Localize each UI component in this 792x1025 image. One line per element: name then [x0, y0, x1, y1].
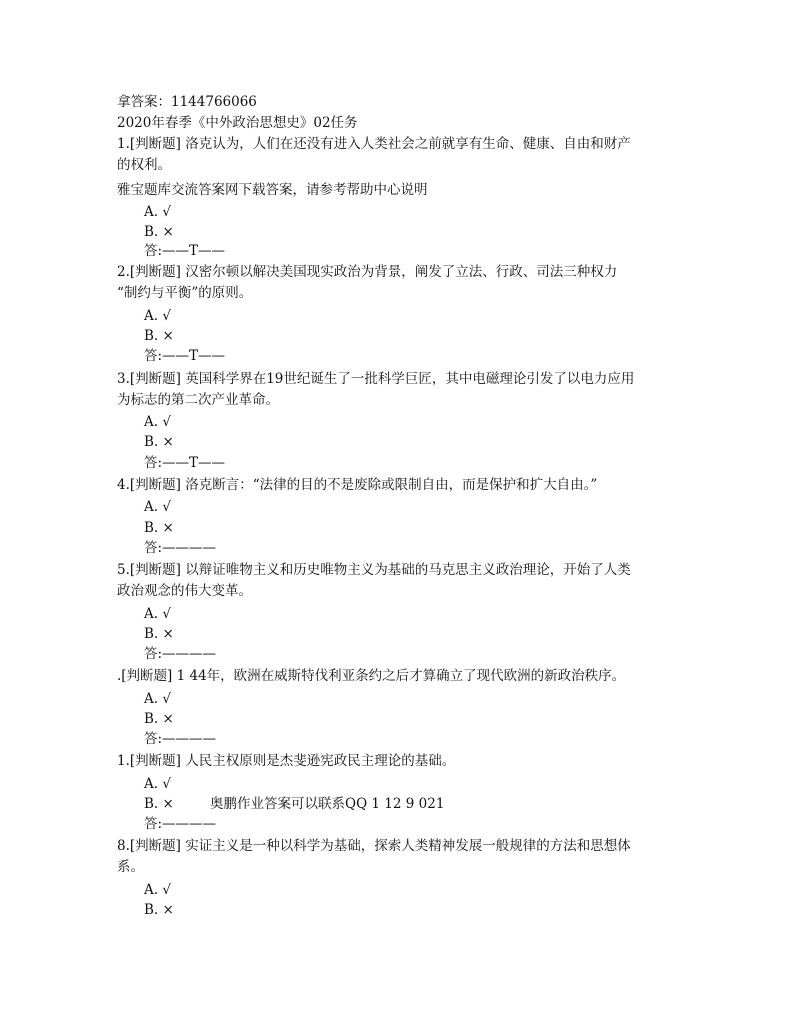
question-4-option-b: B. ×: [144, 520, 174, 536]
question-4-answer: 答:————: [144, 540, 217, 556]
question-6-option-a: A. √: [144, 691, 171, 707]
question-7-answer: 答:————: [144, 816, 217, 832]
question-6-answer: 答:————: [144, 731, 217, 747]
question-7-stem: 1.[判断题] 人民主权原则是杰斐逊宪政民主理论的基础。: [117, 753, 456, 769]
question-2-answer: 答:——T——: [144, 348, 226, 364]
question-5-option-b: B. ×: [144, 626, 174, 642]
course-title: 2020年春季《中外政治思想史》02任务: [117, 115, 358, 131]
question-6-option-b: B. ×: [144, 711, 174, 727]
question-3-answer: 答:——T——: [144, 455, 226, 471]
question-1-stem-continued: 的权利。: [117, 157, 171, 173]
question-1-option-b: B. ×: [144, 224, 174, 240]
question-3-stem-continued: 为标志的第二次产业革命。: [117, 392, 279, 408]
question-3-option-b: B. ×: [144, 434, 174, 450]
contact-watermark-text: 奥鹏作业答案可以联系QQ 1 12 9 021: [210, 796, 445, 812]
question-8-stem: 8.[判断题] 实证主义是一种以科学为基础，探索人类精神发展一般规律的方法和思想体: [117, 838, 631, 854]
notice-text: 雅宝题库交流答案网下载答案，请参考帮助中心说明: [117, 182, 428, 198]
question-2-option-a: A. √: [144, 308, 171, 324]
question-7-option-b: B. ×: [144, 796, 174, 812]
question-4-stem: 4.[判断题] 洛克断言：“法律的目的不是废除或限制自由，而是保护和扩大自由。”: [117, 477, 598, 493]
question-2-option-b: B. ×: [144, 328, 174, 344]
question-8-option-b: B. ×: [144, 902, 174, 918]
question-1-answer: 答:——T——: [144, 243, 226, 259]
question-5-option-a: A. √: [144, 606, 171, 622]
question-2-stem-continued: “制约与平衡”的原则。: [117, 285, 253, 301]
question-5-stem: 5.[判断题] 以辩证唯物主义和历史唯物主义为基础的马克思主义政治理论，开始了人类: [117, 562, 631, 578]
question-5-answer: 答:————: [144, 646, 217, 662]
question-7-option-a: A. √: [144, 776, 171, 792]
question-4-option-a: A. √: [144, 499, 171, 515]
question-5-stem-continued: 政治观念的伟大变革。: [117, 583, 252, 599]
question-1-option-a: A. √: [144, 204, 171, 220]
question-3-stem: 3.[判断题] 英国科学界在19世纪诞生了一批科学巨匠，其中电磁理论引发了以电力应用: [117, 371, 635, 387]
question-3-option-a: A. √: [144, 414, 171, 430]
question-1-stem: 1.[判断题] 洛克认为，人们在还没有进入人类社会之前就享有生命、健康、自由和财产: [117, 136, 631, 152]
answer-contact: 拿答案：1144766066: [117, 94, 257, 110]
question-6-stem: .[判断题] 1 44年，欧洲在威斯特伐利亚条约之后才算确立了现代欧洲的新政治秩序。: [117, 668, 626, 684]
question-8-stem-continued: 系。: [117, 859, 144, 875]
question-8-option-a: A. √: [144, 882, 171, 898]
question-2-stem: 2.[判断题] 汉密尔顿以解决美国现实政治为背景，阐发了立法、行政、司法三种权力: [117, 264, 618, 280]
